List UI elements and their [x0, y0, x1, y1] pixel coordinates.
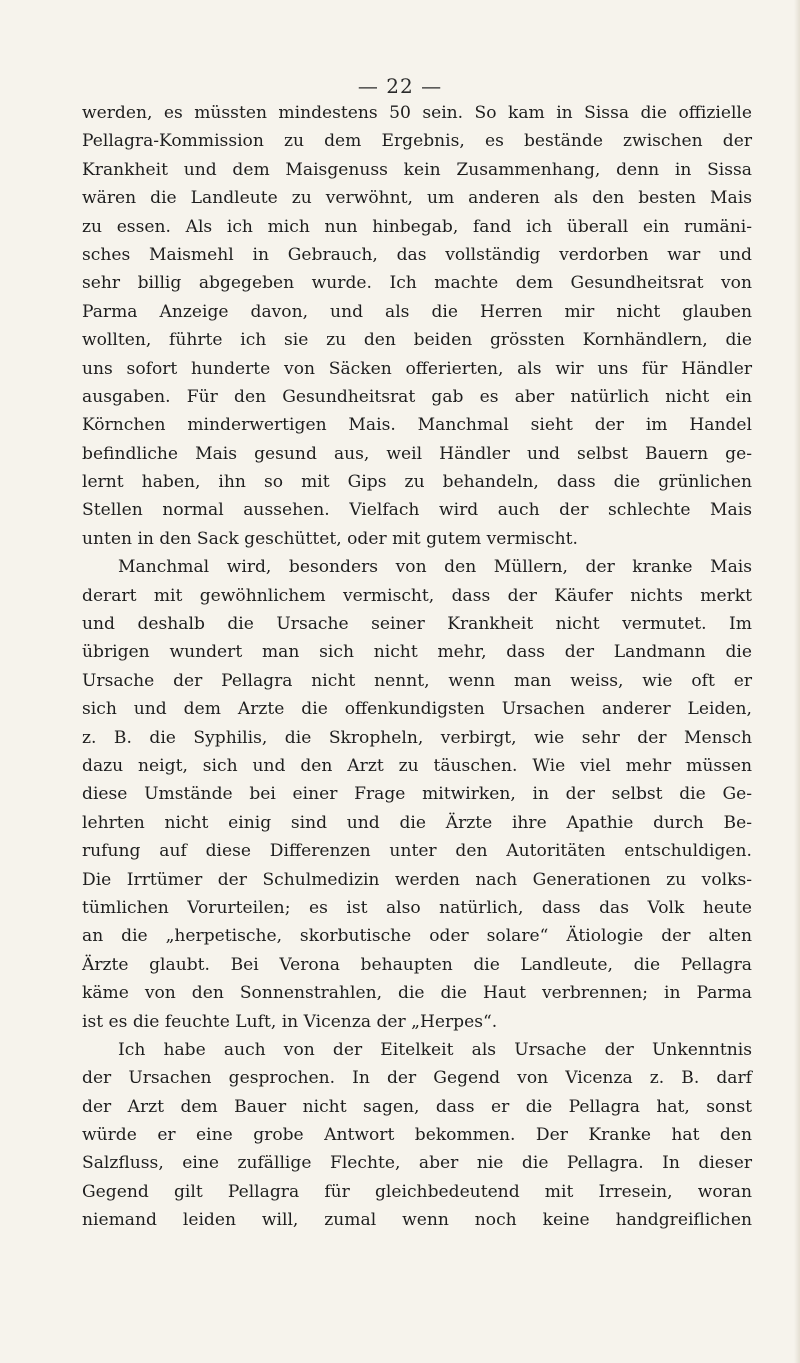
text-line: ist es die feuchte Luft, in Vicenza der „Herpes“.	[82, 1011, 498, 1032]
text-line: lehrten nicht einig sind und die Ärzte ihre Apathie durch Be-	[82, 812, 752, 833]
text-line: zu essen. Als ich mich nun hinbegab, fand ich überall ein rumäni-	[82, 216, 752, 237]
text-line: unten in den Sack geschüttet, oder mit gutem vermischt.	[82, 528, 578, 549]
text-line: der Arzt dem Bauer nicht sagen, dass er die Pellagra hat, sonst	[82, 1096, 752, 1117]
text-line: ausgaben. Für den Gesundheitsrat gab es aber natürlich nicht ein	[82, 386, 752, 407]
text-line: an die „herpetische, skorbutische oder solare“ Ätiologie der alten	[82, 926, 752, 947]
text-line: übrigen wundert man sich nicht mehr, dass der Landmann die	[82, 642, 752, 663]
text-line: tümlichen Vorurteilen; es ist also natürlich, dass das Volk heute	[82, 897, 752, 918]
text-line: sehr billig abgegeben wurde. Ich machte dem Gesundheitsrat von	[82, 273, 752, 294]
text-line: uns sofort hunderte von Säcken offerierten, als wir uns für Händler	[82, 358, 752, 379]
body-text	[82, 99, 752, 1235]
text-line: rufung auf diese Differenzen unter den Autoritäten entschuldigen.	[82, 841, 752, 862]
text-line: Ich habe auch von der Eitelkeit als Ursache der Unkenntnis	[118, 1039, 752, 1060]
page-edge-shadow	[794, 0, 800, 1363]
text-line: Parma Anzeige davon, und als die Herren mir nicht glauben	[82, 301, 752, 322]
text-line: werden, es müssten mindestens 50 sein. So kam in Sissa die offizielle	[82, 103, 752, 123]
text-line: der Ursachen gesprochen. In der Gegend von Vicenza z. B. darf	[82, 1068, 752, 1089]
text-line: sich und dem Arzte die offenkundigsten Ursachen anderer Leiden,	[82, 699, 752, 720]
text-line: niemand leiden will, zumal wenn noch keine handgreiflichen	[82, 1210, 752, 1231]
text-line: Körnchen minderwertigen Mais. Manchmal sieht der im Handel	[82, 415, 752, 436]
text-line: käme von den Sonnenstrahlen, die die Haut verbrennen; in Parma	[82, 983, 752, 1004]
text-line: sches Maismehl in Gebrauch, das vollständig verdorben war und	[82, 244, 752, 265]
text-line: Stellen normal aussehen. Vielfach wird auch der schlechte Mais	[82, 500, 752, 521]
text-line: lernt haben, ihn so mit Gips zu behandeln, dass die grünlichen	[82, 472, 752, 493]
text-line: wollten, führte ich sie zu den beiden grössten Kornhändlern, die	[82, 330, 752, 351]
text-line: Gegend gilt Pellagra für gleichbedeutend mit Irresein, woran	[82, 1181, 752, 1202]
text-line: würde er eine grobe Antwort bekommen. Der Kranke hat den	[82, 1125, 752, 1146]
text-line: Pellagra-Kommission zu dem Ergebnis, es bestände zwischen der	[82, 131, 752, 152]
text-line: Ursache der Pellagra nicht nennt, wenn man weiss, wie oft er	[82, 670, 752, 691]
text-line: Die Irrtümer der Schulmedizin werden nach Generationen zu volks-	[82, 869, 752, 890]
text-line: derart mit gewöhnlichem vermischt, dass der Käufer nichts merkt	[82, 585, 752, 606]
text-line: und deshalb die Ursache seiner Krankheit nicht vermutet. Im	[82, 614, 752, 635]
text-line: Krankheit und dem Maisgenuss kein Zusammenhang, denn in Sissa	[82, 159, 752, 180]
text-line: Salzfluss, eine zufällige Flechte, aber nie die Pellagra. In dieser	[82, 1153, 752, 1174]
text-line: dazu neigt, sich und den Arzt zu täuschen. Wie viel mehr müssen	[82, 755, 752, 776]
text-line: diese Umstände bei einer Frage mitwirken, in der selbst die Ge-	[82, 784, 752, 805]
text-line: z. B. die Syphilis, die Skropheln, verbirgt, wie sehr der Mensch	[82, 727, 752, 748]
page-number: — 22 —	[357, 74, 443, 98]
text-line: wären die Landleute zu verwöhnt, um anderen als den besten Mais	[82, 188, 752, 209]
text-line: befindliche Mais gesund aus, weil Händler und selbst Bauern ge-	[82, 443, 752, 464]
text-line: Ärzte glaubt. Bei Verona behaupten die Landleute, die Pellagra	[82, 954, 752, 975]
text-line: Manchmal wird, besonders von den Müllern, der kranke Mais	[118, 557, 752, 578]
